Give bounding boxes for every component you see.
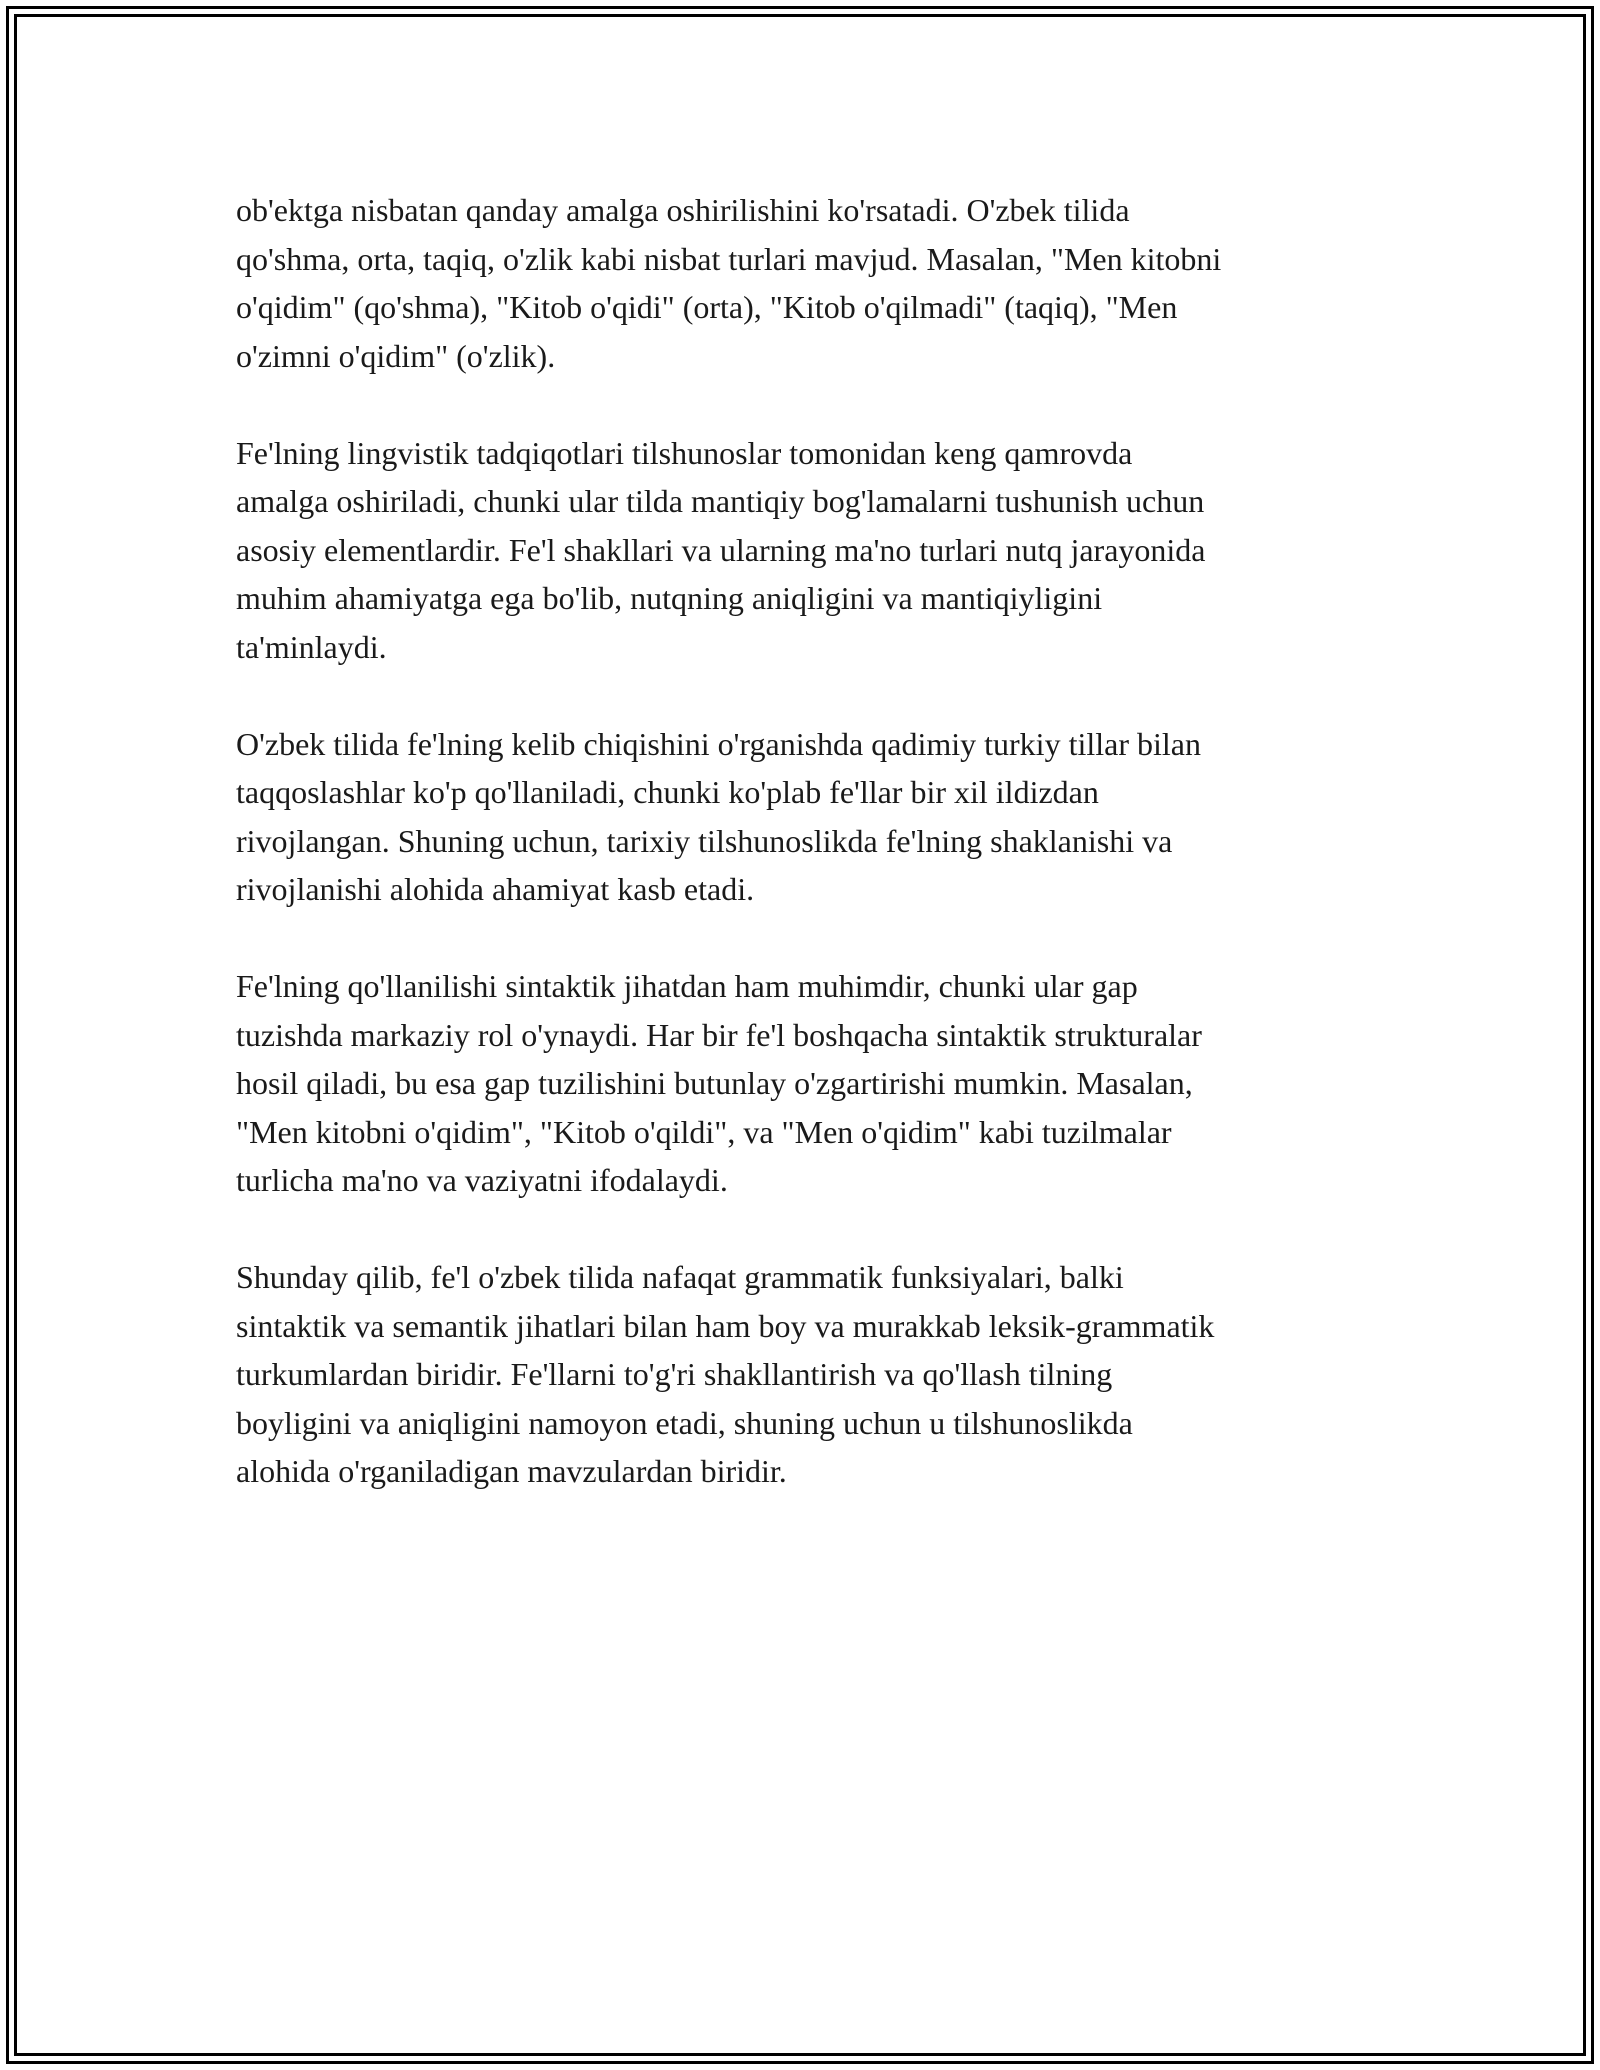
page-body — [236, 186, 1386, 1544]
text-line: ta'minlaydi. — [236, 628, 387, 665]
text-line: Fe'lning lingvistik tadqiqotlari tilshunoslar tomonidan keng qamrovda — [236, 434, 1133, 471]
text-line: sintaktik va semantik jihatlari bilan ham boy va murakkab leksik-grammatik — [236, 1307, 1215, 1344]
paragraph-2 — [236, 429, 1386, 672]
text-line: O'zbek tilida fe'lning kelib chiqishini o'rganishda qadimiy turkiy tillar bilan — [236, 725, 1201, 762]
text-line: ob'ektga nisbatan qanday amalga oshirilishini ko'rsatadi. O'zbek tilida — [236, 192, 1130, 228]
text-line: turlicha ma'no va vaziyatni ifodalaydi. — [236, 1162, 728, 1198]
text-line: asosiy elementlardir. Fe'l shakllari va ularning ma'no turlari nutq jarayonida — [236, 531, 1206, 568]
text-line: amalga oshiriladi, chunki ular tilda mantiqiy bog'lamalarni tushunish uchun — [236, 483, 1205, 519]
text-line: rivojlanishi alohida ahamiyat kasb etadi. — [236, 871, 755, 907]
paragraph-3 — [236, 720, 1386, 914]
text-line: alohida o'rganiladigan mavzulardan biridir. — [236, 1453, 787, 1489]
text-line: boyligini va aniqligini namoyon etadi, shuning uchun u tilshunoslikda — [236, 1404, 1133, 1441]
text-line: taqqoslashlar ko'p qo'llaniladi, chunki ko'plab fe'llar bir xil ildizdan — [236, 774, 1099, 810]
text-line: tuzishda markaziy rol o'ynaydi. Har bir fe'l boshqacha sintaktik strukturalar — [236, 1016, 1202, 1053]
text-line: hosil qiladi, bu esa gap tuzilishini butunlay o'zgartirishi mumkin. Masalan, — [236, 1065, 1193, 1101]
paragraph-1 — [236, 186, 1386, 380]
text-line: rivojlangan. Shuning uchun, tarixiy tilshunoslikda fe'lning shaklanishi va — [236, 822, 1173, 859]
text-line: "Men kitobni o'qidim", "Kitob o'qildi", va "Men o'qidim" kabi tuzilmalar — [236, 1113, 1172, 1150]
paragraph-4 — [236, 962, 1386, 1205]
text-line: o'zimni o'qidim" (o'zlik). — [236, 337, 556, 374]
paragraph-5 — [236, 1253, 1386, 1496]
text-line: Fe'lning qo'llanilishi sintaktik jihatdan ham muhimdir, chunki ular gap — [236, 968, 1138, 1004]
text-line: o'qidim" (qo'shma), "Kitob o'qidi" (orta), "Kitob o'qilmadi" (taqiq), "Men — [236, 289, 1178, 325]
text-line: muhim ahamiyatga ega bo'lib, nutqning aniqligini va mantiqiyligini — [236, 580, 1103, 616]
text-line: Shunday qilib, fe'l o'zbek tilida nafaqat grammatik funksiyalari, balki — [236, 1259, 1124, 1295]
text-line: qo'shma, orta, taqiq, o'zlik kabi nisbat turlari mavjud. Masalan, "Men kitobni — [236, 240, 1222, 277]
text-line: turkumlardan biridir. Fe'llarni to'g'ri shakllantirish va qo'llash tilning — [236, 1356, 1113, 1392]
